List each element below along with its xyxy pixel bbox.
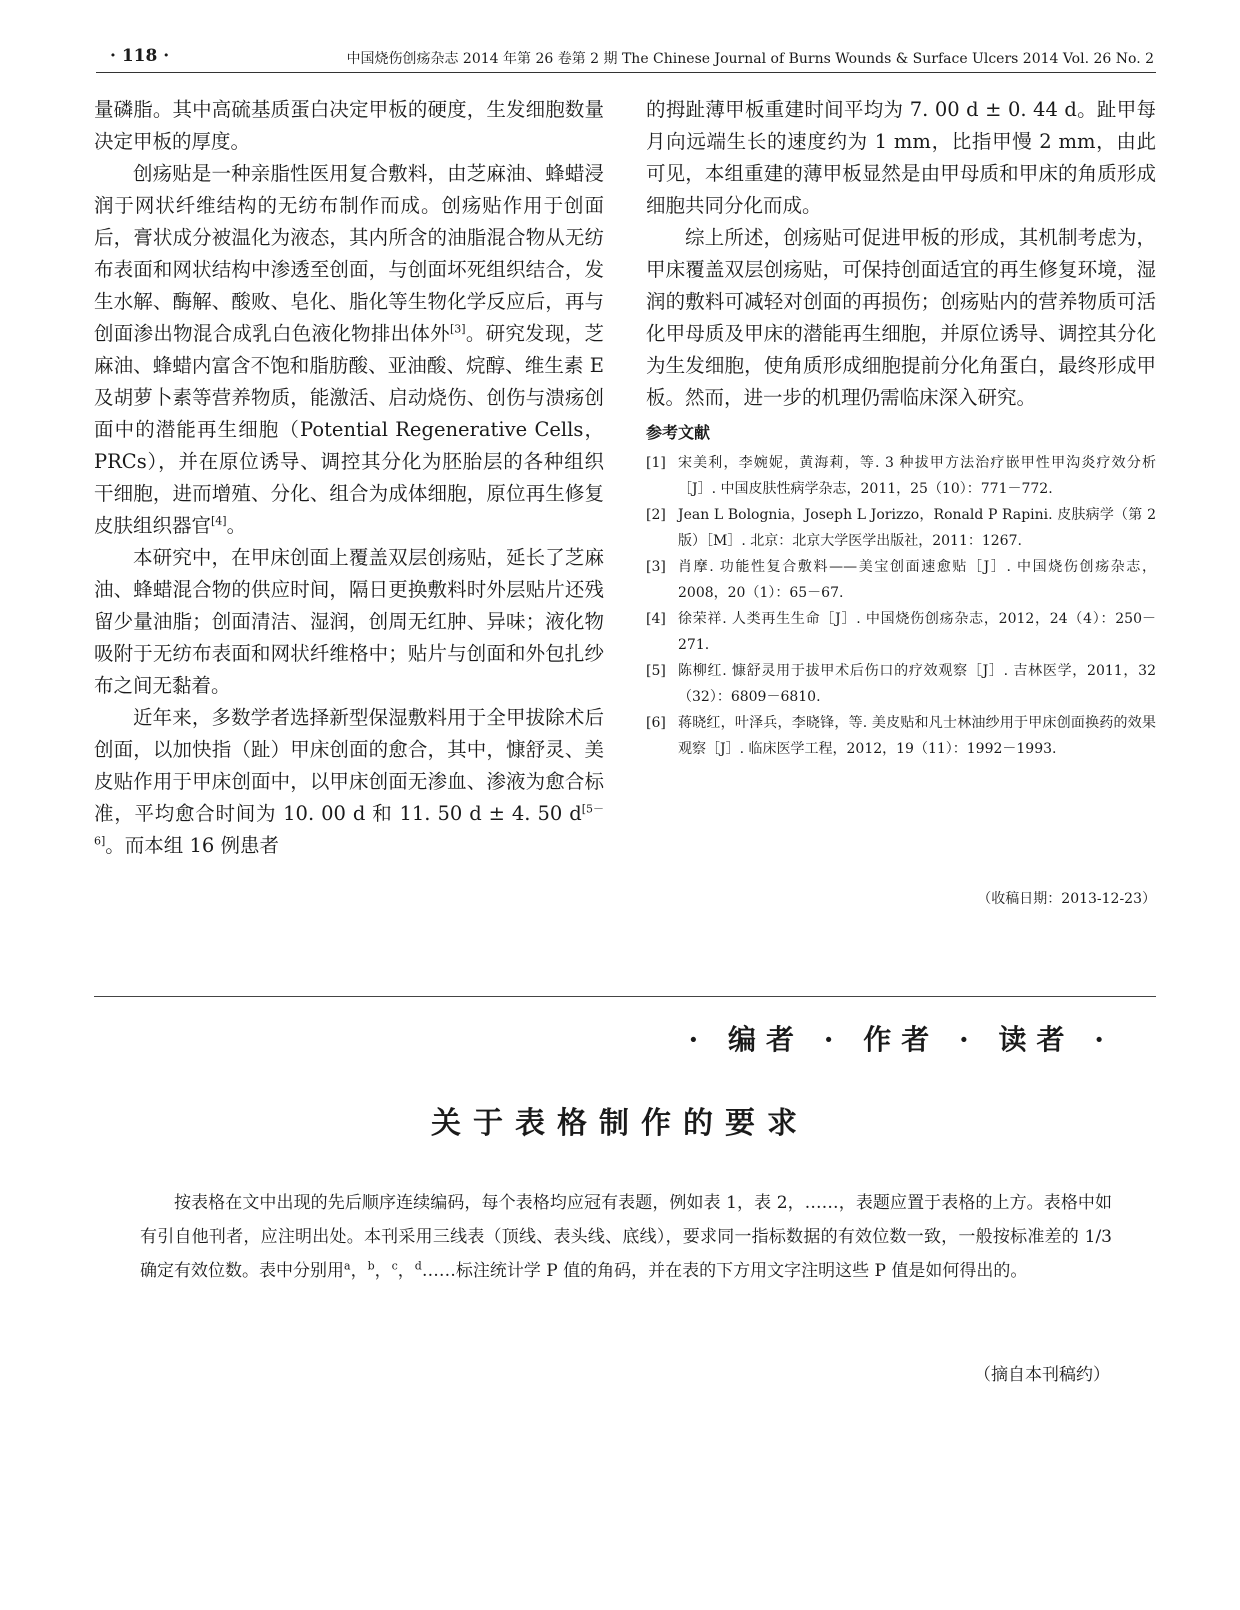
paragraph: 的拇趾薄甲板重建时间平均为 7. 00 d ± 0. 44 d。趾甲每月向远端生长的速度约为 1 mm，比指甲慢 2 mm，由此可见，本组重建的薄甲板显然是由甲母质和甲床的角质形成细胞共同分化而成。	[646, 98, 1156, 217]
paragraph	[94, 702, 604, 862]
notice-body	[140, 1186, 1112, 1288]
journal-title: 中国烧伤创疡杂志 2014 年第 26 卷第 2 期 The Chinese Journal of Burns Wounds & Surface Ulcers 2014 Vol. 26 No. 2	[346, 51, 1154, 67]
reference-item	[646, 606, 1156, 658]
reference-number: [1]	[646, 455, 666, 471]
reference-text: 蒋晓红，叶泽兵，李晓锋，等. 美皮贴和凡士林油纱用于甲床创面换药的效果观察［J］. 临床医学工程，2012，19（11）：1992－1993.	[678, 715, 1156, 757]
paragraph: 本研究中，在甲床创面上覆盖双层创疡贴，延长了芝麻油、蜂蜡混合物的供应时间，隔日更换敷料时外层贴片还残留少量油脂；创面清洁、湿润，创周无红肿、异味；液化物吸附于无纺布表面和网状纤维格中；贴片与创面和外包扎纱布之间无黏着。	[94, 546, 604, 697]
reference-number: [3]	[646, 559, 666, 575]
notice-text: ……标注统计学 P 值的角码，并在表的下方用文字注明这些 P 值是如何得出的。	[421, 1261, 1028, 1281]
citation[interactable]: [4]	[211, 514, 227, 528]
paragraph-text: 创疡贴是一种亲脂性医用复合敷料，由芝麻油、蜂蜡浸润于网状纤维结构的无纺布制作而成。创疡贴作用于创面后，膏状成分被温化为液态，其内所含的油脂混合物从无纺布表面和网状结构中渗透至创面，与创面坏死组织结合，发生水解、酶解、酸败、皂化、脂化等生物化学反应后，再与创面渗出物混合成乳白色液化物排出体外	[94, 162, 604, 345]
superscript-mark: d	[414, 1259, 422, 1273]
right-column	[646, 94, 1156, 762]
references-title: 参考文献	[646, 423, 711, 442]
citation[interactable]: [5－6]	[94, 802, 604, 848]
reference-number: [2]	[646, 507, 666, 523]
section-divider	[94, 996, 1156, 997]
reference-text: 陈柳红. 慷舒灵用于拔甲术后伤口的疗效观察［J］. 吉林医学，2011，32（32）：6809－6810.	[678, 663, 1156, 705]
notice-title: 关于表格制作的要求	[431, 1106, 809, 1141]
reference-item	[646, 502, 1156, 554]
paragraph: 综上所述，创疡贴可促进甲板的形成，其机制考虑为，甲床覆盖双层创疡贴，可保持创面适宜的再生修复环境，湿润的敷料可减轻对创面的再损伤；创疡贴内的营养物质可活化甲母质及甲床的潜能再生细胞，并原位诱导、调控其分化为生发细胞，使角质形成细胞提前分化角蛋白，最终形成甲板。然而，进一步的机理仍需临床深入研究。	[646, 226, 1156, 409]
reference-text: 徐荣祥. 人类再生生命［J］. 中国烧伤创疡杂志，2012，24（4）：250－271.	[678, 611, 1156, 653]
received-date: （收稿日期：2013-12-23）	[977, 891, 1156, 907]
separator: ，	[350, 1261, 368, 1281]
paragraph-text: 。研究发现，芝麻油、蜂蜡内富含不饱和脂肪酸、亚油酸、烷醇、维生素 E 及胡萝卜素等营养物质，能激活、启动烧伤、创伤与溃疡创面中的潜能再生细胞（Potential Regenerative Cells，PRCs），并在原位诱导、调控其分化为胚胎层的各种组织干细胞，进而增殖、分化、组合为成体细胞，原位再生修复皮肤组织器官	[94, 322, 604, 537]
reference-item	[646, 710, 1156, 762]
separator: ，	[374, 1261, 392, 1281]
reference-list	[646, 450, 1156, 762]
left-column	[94, 94, 604, 862]
notice-source: （摘自本刊稿约）	[974, 1365, 1110, 1385]
paragraph-text: 。而本组 16 例患者	[105, 834, 280, 857]
section-tag: · 编者 · 作者 · 读者 ·	[688, 1023, 1114, 1056]
reference-item	[646, 658, 1156, 710]
citation[interactable]: [3]	[449, 322, 466, 336]
reference-number: [6]	[646, 715, 666, 731]
superscript-mark: b	[367, 1259, 375, 1273]
reference-number: [4]	[646, 611, 666, 627]
reference-number: [5]	[646, 663, 666, 679]
header-rule	[96, 72, 1156, 73]
reference-item	[646, 450, 1156, 502]
notice-text: 按表格在文中出现的先后顺序连续编码，每个表格均应冠有表题，例如表 1，表 2，……，表题应置于表格的上方。表格中如有引自他刊者，应注明出处。本刊采用三线表（顶线、表头线、底线），要求同一指标数据的有效位数一致，一般按标准差的 1/3 确定有效位数。表中分别用	[140, 1193, 1112, 1281]
superscript-mark: c	[391, 1259, 398, 1273]
superscript-mark: a	[344, 1259, 351, 1273]
reference-item	[646, 554, 1156, 606]
page-number: · 118 ·	[110, 46, 170, 66]
paragraph-text: 。	[226, 514, 247, 537]
paragraph	[94, 158, 604, 542]
reference-text: 肖摩. 功能性复合敷料——美宝创面速愈贴［J］. 中国烧伤创疡杂志，2008，20（1）：65－67.	[678, 559, 1156, 601]
separator: ，	[397, 1261, 415, 1281]
paragraph: 量磷脂。其中高硫基质蛋白决定甲板的硬度，生发细胞数量决定甲板的厚度。	[94, 98, 604, 153]
paragraph-text: 近年来，多数学者选择新型保湿敷料用于全甲拔除术后创面，以加快指（趾）甲床创面的愈合，其中，慷舒灵、美皮贴作用于甲床创面中，以甲床创面无渗血、渗液为愈合标准，平均愈合时间为 10. 00 d 和 11. 50 d ± 4. 50 d	[94, 706, 604, 825]
reference-text: 宋美利，李婉妮，黄海莉，等. 3 种拔甲方法治疗嵌甲性甲沟炎疗效分析［J］. 中国皮肤性病学杂志，2011，25（10）：771－772.	[678, 455, 1156, 497]
reference-text: Jean L Bolognia，Joseph L Jorizzo，Ronald P Rapini. 皮肤病学（第 2 版）［M］. 北京：北京大学医学出版社，2011：1267.	[678, 507, 1156, 549]
